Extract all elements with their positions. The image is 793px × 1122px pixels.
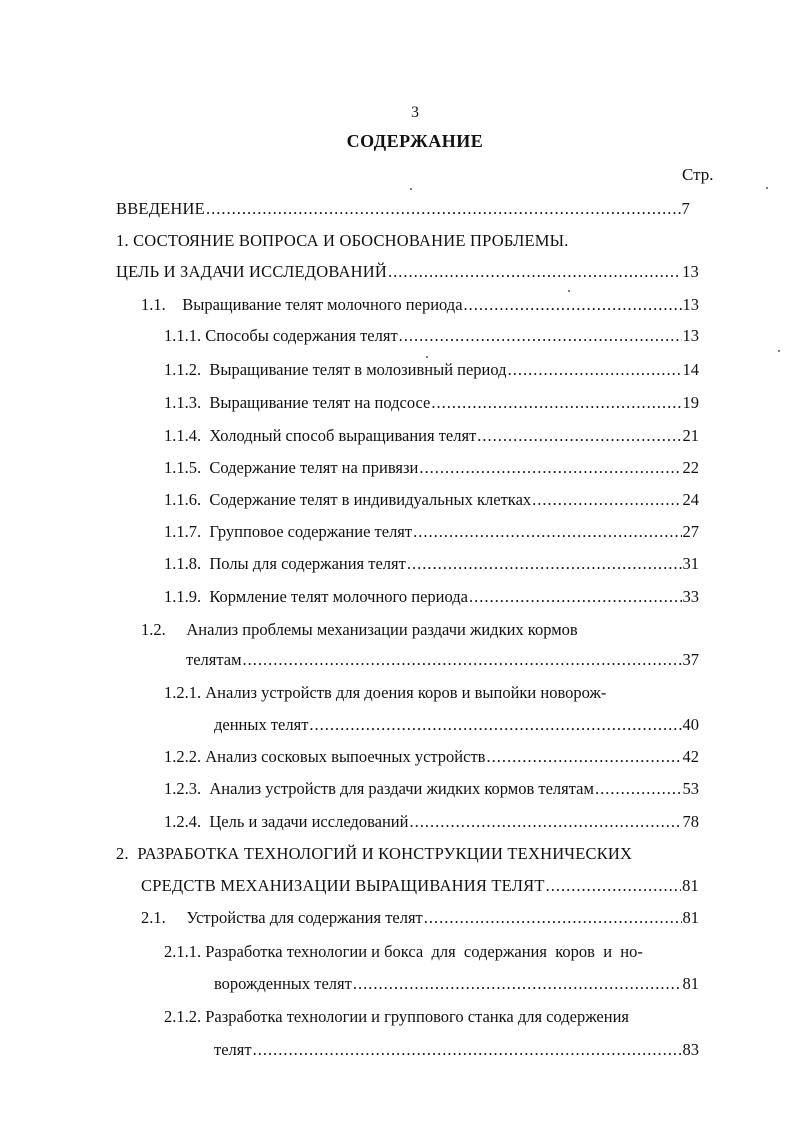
toc-entry [164,810,699,834]
toc-entry-text: 1.1.8. Полы для содержания телят [164,554,406,573]
toc-entry-text: 1.2.2. Анализ сосковых выпоечных устройств [164,747,486,766]
toc-leader-dots [595,777,682,801]
toc-entry [164,745,699,769]
toc-leader-dots [424,906,682,930]
toc-entry-text: ворожденных телят [214,974,352,993]
toc-leader-dots [407,552,682,576]
toc-leader-dots [546,874,682,898]
toc-entry-text: телят [214,1040,252,1059]
toc-entry [164,358,699,382]
toc-leader-dots [253,1038,682,1062]
toc-entry-text: 1.1.5. Содержание телят на привязи [164,458,419,477]
toc-entry-text: 2.1.2. Разработка технологии и группового станка для содержения [164,1007,630,1026]
toc-entry-page: 78 [682,812,699,831]
toc-entry-page: 24 [682,490,699,509]
toc-entry-page: 42 [682,747,699,766]
toc-entry-text: телятам [186,650,242,669]
toc-leader-dots [508,358,682,382]
toc-entry-text: 1.1.9. Кормление телят молочного периода [164,587,468,606]
toc-leader-dots [409,810,681,834]
toc-entry-page: 27 [682,522,699,541]
toc-entry [164,585,699,609]
page-number: 3 [411,104,419,121]
toc-entry [214,972,699,996]
toc-entry-page: 81 [682,974,699,993]
toc-entry [164,777,699,801]
toc-entry-text: ВВЕДЕНИЕ [116,199,205,218]
toc-entry-text: 1.1.4. Холодный способ выращивания телят [164,426,477,445]
toc-leader-dots [486,745,681,769]
toc-entry-page: 31 [682,554,699,573]
page-title: СОДЕРЖАНИЕ [346,131,484,151]
scan-speck [766,187,768,189]
toc-leader-dots [419,456,681,480]
toc-entry [186,648,699,672]
toc-entry-page: 81 [682,876,699,895]
toc-leader-dots [532,488,681,512]
toc-entry-text: 1.1.7. Групповое содержание телят [164,522,413,541]
scan-speck [778,350,780,352]
toc-entry-text: 2.1.1. Разработка технологии и бокса для содержания коров и но- [164,942,643,961]
toc-entry-text: ЦЕЛЬ И ЗАДАЧИ ИССЛЕДОВАНИЙ [116,262,388,281]
toc-entry [116,197,690,221]
toc-entry-page: 33 [682,587,699,606]
toc-entry [164,456,699,480]
toc-leader-dots [243,648,682,672]
toc-entry [164,424,699,448]
toc-entry [164,520,699,544]
toc-entry [214,713,699,737]
toc-entry [164,324,699,348]
scan-speck [568,290,570,292]
toc-entry [164,552,699,576]
toc-entry-page: 19 [682,393,699,412]
toc-leader-dots [477,424,681,448]
toc-entry-text: 1.2.3. Анализ устройств для раздачи жидких кормов телятам [164,779,594,798]
toc-entry [141,874,699,898]
toc-entry-text: 1.1.2. Выращивание телят в молозивный период [164,360,507,379]
toc-entry-text: СРЕДСТВ МЕХАНИЗАЦИИ ВЫРАЩИВАНИЯ ТЕЛЯТ [141,876,545,895]
toc-entry [164,488,699,512]
toc-leader-dots [399,324,682,348]
toc-entry-text: 1.2. Анализ проблемы механизации раздачи жидких кормов [141,620,578,639]
toc-entry-page: 14 [682,360,699,379]
toc-entry-text: 1.1.3. Выращивание телят на подсосе [164,393,431,412]
toc-leader-dots [388,260,681,284]
toc-entry-text: 1.1. Выращивание телят молочного периода [141,295,463,314]
toc-entry-text: денных телят [214,715,309,734]
toc-leader-dots [469,585,682,609]
toc-entry [164,391,699,415]
toc-leader-dots [464,293,682,317]
toc-entry-page: 13 [682,295,699,314]
toc-entry [141,293,699,317]
toc-leader-dots [206,197,681,221]
toc-entry-text: 1.1.1. Способы содержания телят [164,326,398,345]
scan-speck [426,356,428,358]
toc-entry-page: 13 [682,262,699,281]
toc-leader-dots [353,972,682,996]
toc-entry-page: 7 [681,199,690,218]
toc-entry-page: 81 [682,908,699,927]
toc-entry-text: 2.1. Устройства для содержания телят [141,908,423,927]
toc-entry-page: 40 [682,715,699,734]
toc-entry-page: 21 [682,426,699,445]
toc-entry-page: 37 [682,650,699,669]
toc-entry-text: 2. РАЗРАБОТКА ТЕХНОЛОГИЙ И КОНСТРУКЦИИ ТЕХНИЧЕСКИХ [116,844,633,863]
toc-entry-page: 53 [682,779,699,798]
toc-entry [116,260,699,284]
page-column-label: Стр. [682,165,714,184]
toc-entry-page: 13 [682,326,699,345]
toc-entry [214,1038,699,1062]
toc-leader-dots [431,391,681,415]
toc-leader-dots [413,520,681,544]
toc-entry-page: 22 [682,458,699,477]
toc-entry [141,906,699,930]
toc-entry-text: 1. СОСТОЯНИЕ ВОПРОСА И ОБОСНОВАНИЕ ПРОБЛЕМЫ. [116,231,569,250]
toc-entry-text: 1.2.1. Анализ устройств для доения коров и выпойки новорож- [164,683,607,702]
toc-entry-text: 1.1.6. Содержание телят в индивидуальных клетках [164,490,532,509]
toc-leader-dots [309,713,681,737]
scan-speck [410,188,412,190]
toc-entry-page: 83 [682,1040,699,1059]
toc-entry-text: 1.2.4. Цель и задачи исследований [164,812,409,831]
